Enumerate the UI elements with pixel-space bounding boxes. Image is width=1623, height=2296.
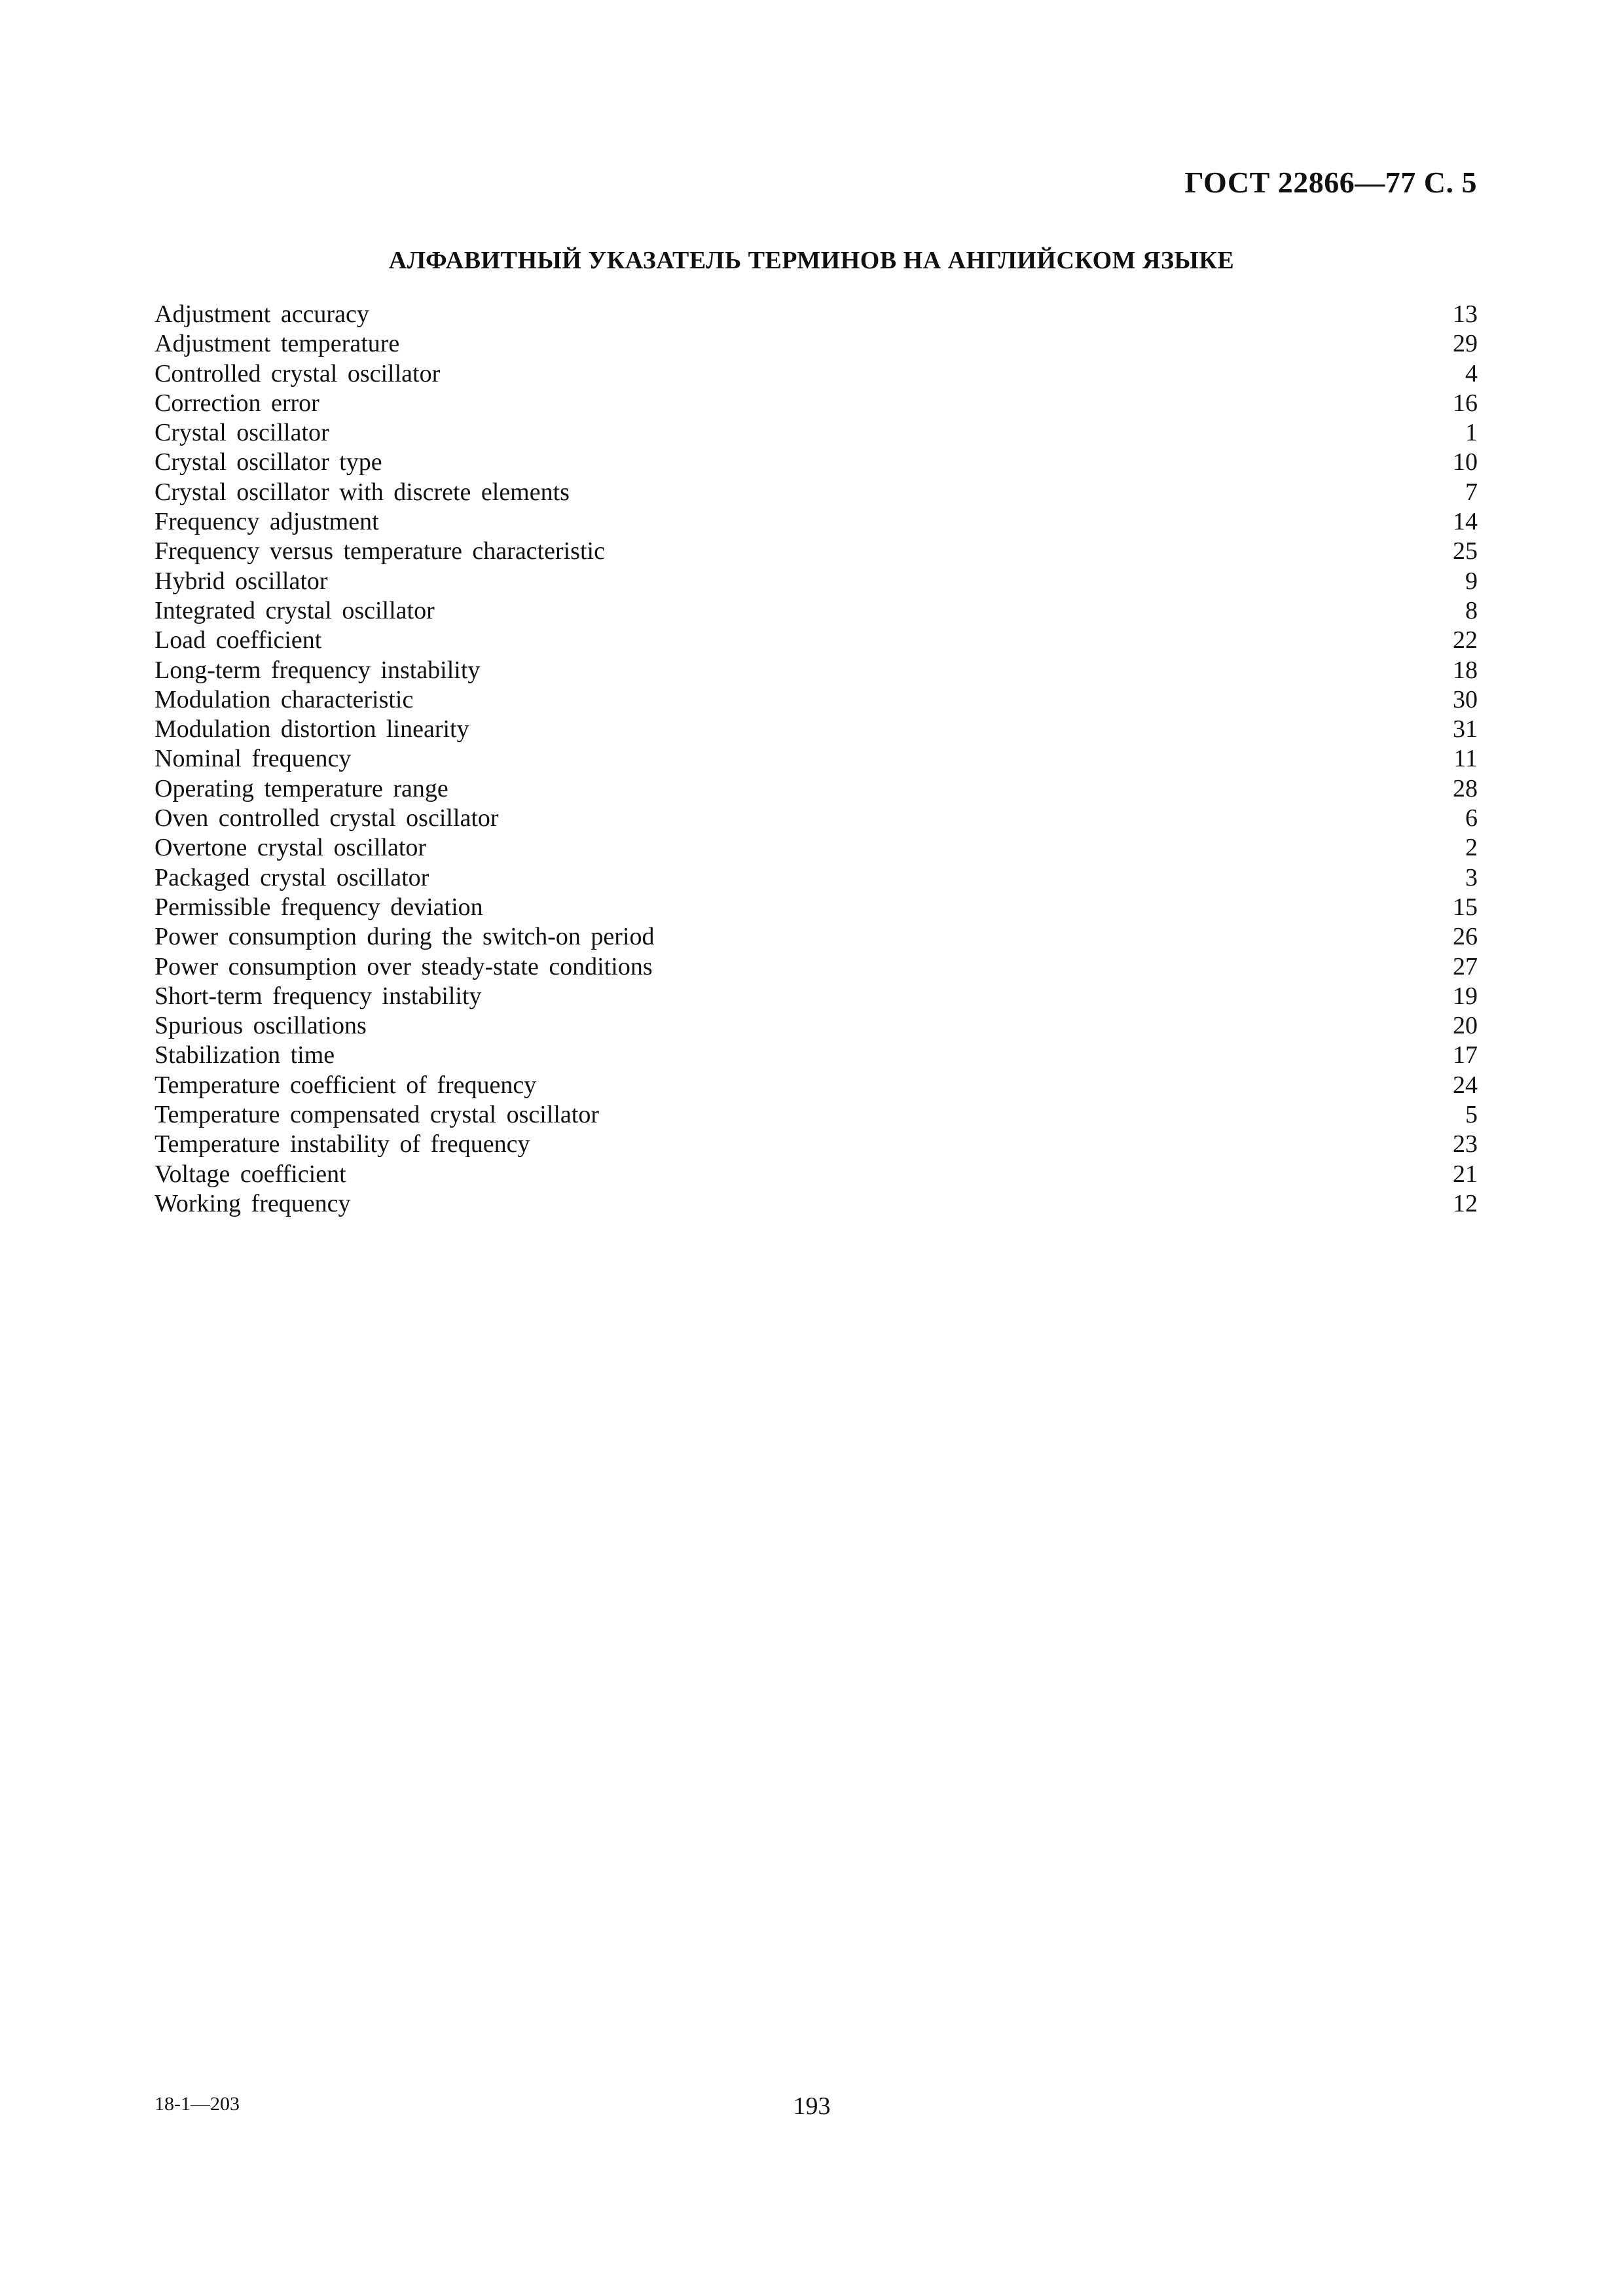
index-term: Power consumption over steady-state conditions [155, 952, 653, 980]
index-row [155, 1160, 1478, 1189]
index-term: Modulation distortion linearity [155, 715, 469, 744]
index-row [155, 893, 1478, 922]
index-term: Temperature instability of frequency [155, 1130, 530, 1158]
index-number: 31 [1453, 715, 1478, 744]
index-term: Short-term frequency instability [155, 982, 482, 1010]
index-number: 4 [1465, 359, 1478, 387]
index-number: 5 [1465, 1101, 1478, 1129]
index-number: 21 [1453, 1160, 1478, 1188]
index-row [155, 1100, 1478, 1130]
index-number: 6 [1465, 804, 1478, 833]
index-row [155, 1071, 1478, 1100]
index-term: Nominal frequency [155, 745, 352, 773]
index-term: Hybrid oscillator [155, 567, 328, 595]
index-row [155, 1041, 1478, 1070]
index-row [155, 478, 1478, 507]
index-row [155, 418, 1478, 448]
index-number: 7 [1465, 478, 1478, 506]
index-number: 13 [1453, 300, 1478, 328]
index-row [155, 774, 1478, 804]
index-number: 29 [1453, 330, 1478, 358]
index-term: Packaged crystal oscillator [155, 863, 429, 891]
index-number: 16 [1453, 389, 1478, 417]
index-number: 26 [1453, 923, 1478, 951]
index-term: Correction error [155, 389, 319, 417]
index-number: 15 [1453, 893, 1478, 921]
index-term: Load coefficient [155, 626, 322, 655]
index-row [155, 715, 1478, 744]
index-row [155, 982, 1478, 1011]
index-row [155, 537, 1478, 566]
term-index-list [155, 300, 1478, 1219]
index-term: Working frequency [155, 1189, 351, 1217]
index-row [155, 448, 1478, 477]
index-number: 1 [1465, 419, 1478, 447]
index-row [155, 389, 1478, 418]
index-row [155, 1189, 1478, 1219]
index-row [155, 626, 1478, 655]
index-term: Spurious oscillations [155, 1012, 367, 1040]
index-number: 28 [1453, 774, 1478, 802]
index-row [155, 744, 1478, 774]
index-term: Permissible frequency deviation [155, 893, 483, 921]
index-row [155, 329, 1478, 359]
index-row [155, 922, 1478, 952]
index-term: Long-term frequency instability [155, 656, 481, 684]
index-row [155, 1011, 1478, 1041]
index-number: 12 [1453, 1189, 1478, 1217]
index-number: 9 [1465, 567, 1478, 595]
index-number: 11 [1453, 745, 1478, 773]
index-row [155, 685, 1478, 715]
index-term: Stabilization time [155, 1041, 335, 1069]
index-number: 23 [1453, 1130, 1478, 1158]
index-number: 18 [1453, 656, 1478, 684]
index-term: Modulation characteristic [155, 685, 414, 713]
index-number: 22 [1453, 626, 1478, 655]
index-term: Voltage coefficient [155, 1160, 346, 1188]
index-term: Operating temperature range [155, 774, 448, 802]
index-number: 30 [1453, 685, 1478, 713]
index-row [155, 833, 1478, 863]
index-row [155, 804, 1478, 833]
index-term: Crystal oscillator [155, 419, 329, 447]
index-row [155, 863, 1478, 893]
index-number: 2 [1465, 834, 1478, 862]
index-title: АЛФАВИТНЫЙ УКАЗАТЕЛЬ ТЕРМИНОВ НА АНГЛИЙСКОМ ЯЗЫКЕ [388, 247, 1235, 274]
index-number: 27 [1453, 952, 1478, 980]
page-header: ГОСТ 22866—77 С. 5 [1184, 166, 1477, 199]
index-number: 10 [1453, 448, 1478, 476]
footer-print-code: 18-1—203 [155, 2093, 240, 2115]
index-row [155, 1130, 1478, 1159]
index-term: Oven controlled crystal oscillator [155, 804, 499, 833]
index-term: Crystal oscillator type [155, 448, 382, 476]
index-term: Integrated crystal oscillator [155, 596, 435, 624]
page-number: 193 [793, 2092, 831, 2120]
index-term: Overtone crystal oscillator [155, 834, 427, 862]
index-term: Crystal oscillator with discrete elements [155, 478, 570, 506]
index-term: Adjustment accuracy [155, 300, 369, 328]
index-term: Frequency versus temperature characteristic [155, 537, 605, 565]
index-row [155, 300, 1478, 329]
index-term: Controlled crystal oscillator [155, 359, 441, 387]
index-row [155, 359, 1478, 389]
index-number: 8 [1465, 596, 1478, 624]
index-term: Power consumption during the switch-on period [155, 923, 655, 951]
index-number: 20 [1453, 1012, 1478, 1040]
index-number: 3 [1465, 863, 1478, 891]
index-number: 17 [1453, 1041, 1478, 1069]
index-number: 24 [1453, 1071, 1478, 1099]
index-term: Frequency adjustment [155, 508, 379, 536]
index-term: Adjustment temperature [155, 330, 400, 358]
index-row [155, 596, 1478, 626]
index-number: 25 [1453, 537, 1478, 565]
index-row [155, 507, 1478, 537]
index-row [155, 567, 1478, 596]
index-term: Temperature compensated crystal oscillator [155, 1101, 600, 1129]
index-number: 14 [1453, 508, 1478, 536]
index-number: 19 [1453, 982, 1478, 1010]
index-term: Temperature coefficient of frequency [155, 1071, 537, 1099]
index-row [155, 656, 1478, 685]
index-row [155, 952, 1478, 982]
